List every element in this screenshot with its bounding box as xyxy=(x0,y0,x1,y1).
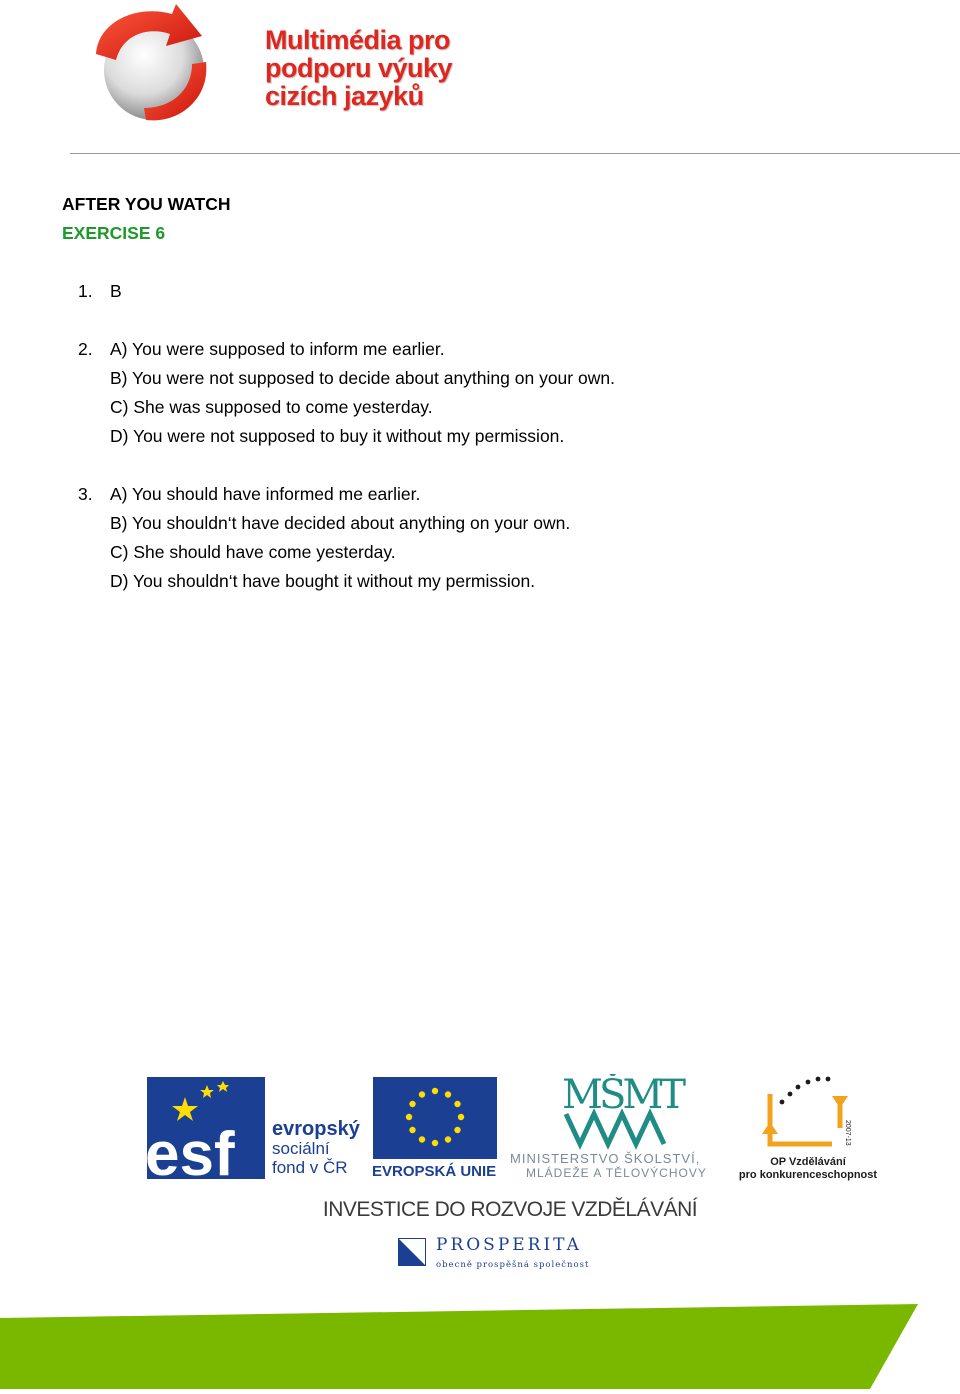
header-title-line: podporu výuky xyxy=(265,53,453,83)
op-years: 2007-13 xyxy=(844,1120,851,1146)
prosperita-name: PROSPERITA xyxy=(436,1235,582,1255)
answer-number: 1. xyxy=(78,281,93,301)
answer-line: A) You should have informed me earlier. xyxy=(110,484,421,504)
answer-item xyxy=(62,335,615,451)
answer-number: 3. xyxy=(78,484,93,504)
esf-caption-line: sociální xyxy=(272,1139,330,1158)
msmt-caption-line: MLÁDEŽE A TĚLOVÝCHOVY xyxy=(526,1166,707,1180)
document-body xyxy=(62,190,615,596)
section-heading: AFTER YOU WATCH xyxy=(62,194,231,214)
header-title xyxy=(265,26,452,110)
header-title-line: Multimédia pro xyxy=(265,25,451,55)
esf-logo-text: esf xyxy=(147,1120,235,1179)
investice-slogan: INVESTICE DO ROZVOJE VZDĚLÁVÁNÍ xyxy=(322,1198,698,1221)
msmt-caption xyxy=(510,1152,707,1180)
op-caption-line: OP Vzdělávání xyxy=(770,1156,846,1168)
answer-line: C) She should have come yesterday. xyxy=(110,542,396,562)
footer-green-band xyxy=(0,1300,960,1389)
answer-item xyxy=(62,480,615,596)
op-caption-line: pro konkurenceschopnost xyxy=(738,1169,878,1181)
esf-logo xyxy=(147,1077,265,1179)
msmt-caption-line: MINISTERSTVO ŠKOLSTVÍ, xyxy=(510,1151,701,1166)
answer-line: B xyxy=(110,281,122,301)
red-arrow-sphere-icon xyxy=(88,2,214,126)
answer-number: 2. xyxy=(78,339,93,359)
answer-item xyxy=(62,277,615,306)
prosperita-icon xyxy=(398,1238,426,1266)
msmt-logo-text: MŠMT xyxy=(562,1074,682,1118)
answer-line: D) You were not supposed to buy it without my permission. xyxy=(110,426,565,446)
answer-line: B) You were not supposed to decide about anything on your own. xyxy=(110,368,615,388)
esf-caption xyxy=(272,1120,360,1177)
header-title-line: cizích jazyků xyxy=(265,81,424,111)
op-logo xyxy=(762,1074,854,1156)
header-divider xyxy=(70,153,960,154)
answer-line: B) You shouldn‘t have decided about anything on your own. xyxy=(110,513,571,533)
answer-line: D) You shouldn‘t have bought it without my permission. xyxy=(110,571,536,591)
esf-caption-line: evropský xyxy=(272,1118,360,1140)
esf-caption-line: fond v ČR xyxy=(272,1158,348,1177)
answer-line: C) She was supposed to come yesterday. xyxy=(110,397,433,417)
prosperita-subtitle: obecně prospěšná společnost xyxy=(436,1260,590,1270)
eu-caption: EVROPSKÁ UNIE xyxy=(372,1163,497,1180)
op-caption xyxy=(738,1156,878,1182)
sponsor-logos xyxy=(0,1070,960,1290)
exercise-label: EXERCISE 6 xyxy=(62,223,166,243)
answer-line: A) You were supposed to inform me earlier. xyxy=(110,339,445,359)
eu-flag-icon xyxy=(373,1077,497,1159)
